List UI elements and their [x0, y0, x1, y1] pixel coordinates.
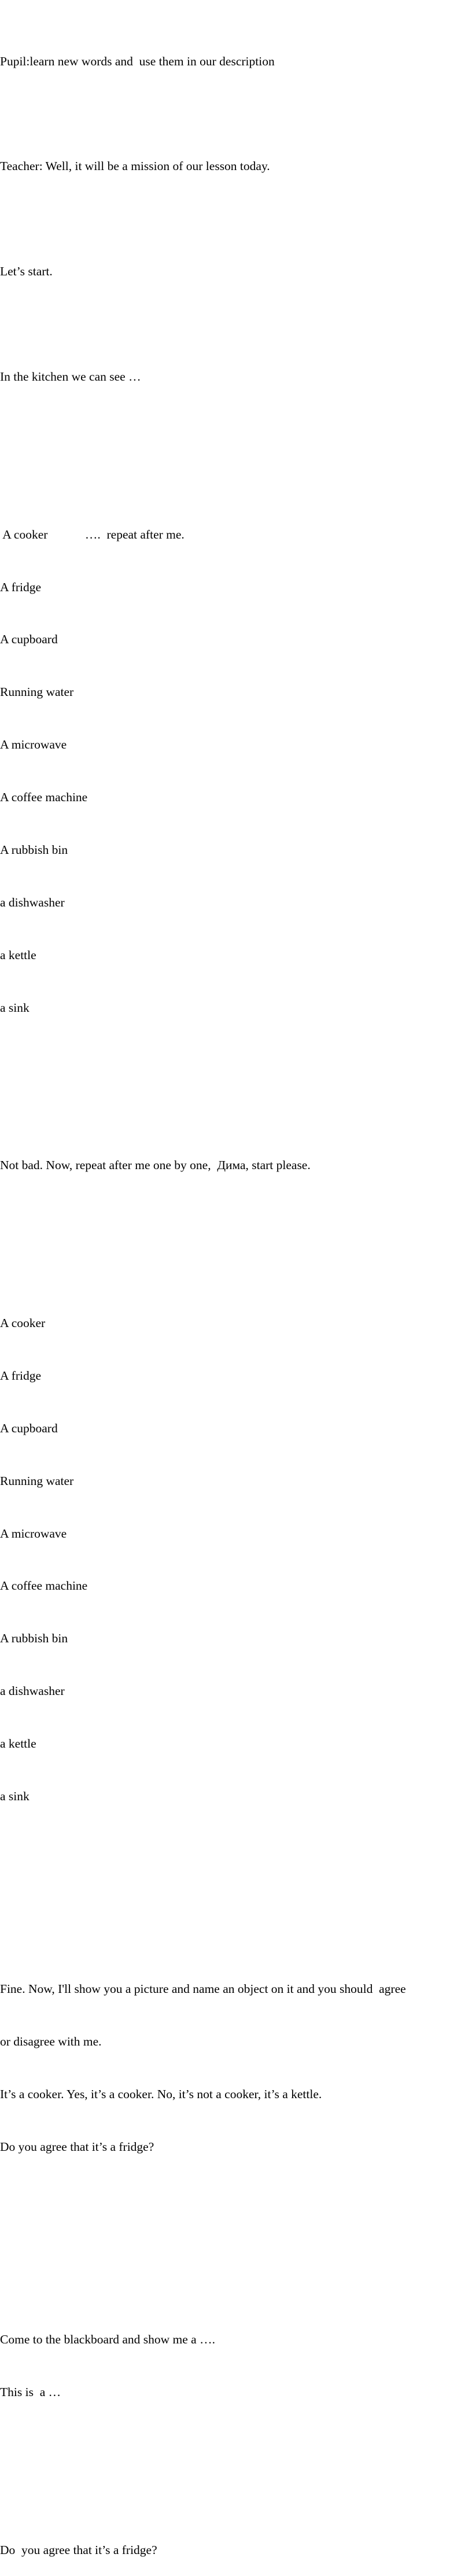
pupil-line: Pupil:learn new words and use them in our description — [0, 54, 275, 68]
document-page — [0, 17, 472, 2576]
fine-line-1: Fine. Now, I'll show you a picture and name an object on it and you should agree — [0, 1982, 406, 1996]
blackboard-line-1: Come to the blackboard and show me a …. — [0, 2332, 215, 2347]
list-item: A coffee machine — [0, 1579, 88, 1593]
list-item: a kettle — [0, 1737, 36, 1751]
list-item: a dishwasher — [0, 1684, 65, 1698]
list-item: A fridge — [0, 1368, 42, 1383]
blank-line — [0, 2489, 472, 2506]
list-item: a kettle — [0, 948, 36, 962]
teacher-line: Teacher: Well, it will be a mission of our lesson today. — [0, 159, 270, 174]
blackboard-line-2: This is a … — [0, 2385, 61, 2400]
list-item: Running water — [0, 1473, 74, 1488]
first-vocabulary-list — [0, 491, 472, 1052]
kitchen-line: In the kitchen we can see … — [0, 369, 141, 384]
list-item: A cupboard — [0, 632, 58, 647]
blackboard-paragraph — [0, 2296, 472, 2436]
list-item: a sink — [0, 1789, 30, 1803]
blank-line — [0, 315, 472, 333]
blank-line — [0, 1893, 472, 1910]
list-item: A cupboard — [0, 1421, 58, 1435]
list-item: a sink — [0, 1000, 30, 1015]
list-item: A coffee machine — [0, 790, 88, 805]
second-vocabulary-list — [0, 1279, 472, 1840]
list-item: a dishwasher — [0, 895, 65, 909]
list-item: A cooker — [0, 1315, 46, 1330]
fine-line-4: Do you agree that it’s a fridge? — [0, 2139, 154, 2154]
fine-line-3: It’s a cooker. Yes, it’s a cooker. No, it’s not a cooker, it’s a kettle. — [0, 2087, 322, 2102]
list-item: A microwave — [0, 1526, 67, 1541]
list-item: A microwave — [0, 738, 67, 752]
not-bad-line: Not bad. Now, repeat after me one by one, Дима, start please. — [0, 1158, 311, 1173]
list-item: A rubbish bin — [0, 842, 68, 857]
blank-line — [0, 105, 472, 122]
blank-line — [0, 1104, 472, 1121]
list-item: A cooker …. repeat after me. — [0, 527, 185, 541]
list-item: Running water — [0, 685, 74, 699]
fine-paragraph — [0, 1945, 472, 2191]
final-question-line: Do you agree that it’s a fridge? — [0, 2542, 157, 2557]
list-item: A fridge — [0, 580, 42, 594]
blank-line — [0, 421, 472, 438]
fine-line-2: or disagree with me. — [0, 2035, 102, 2049]
start-line: Let’s start. — [0, 264, 53, 279]
blank-line — [0, 2243, 472, 2261]
list-item: A rubbish bin — [0, 1631, 68, 1646]
blank-line — [0, 1209, 472, 1226]
blank-line — [0, 210, 472, 227]
